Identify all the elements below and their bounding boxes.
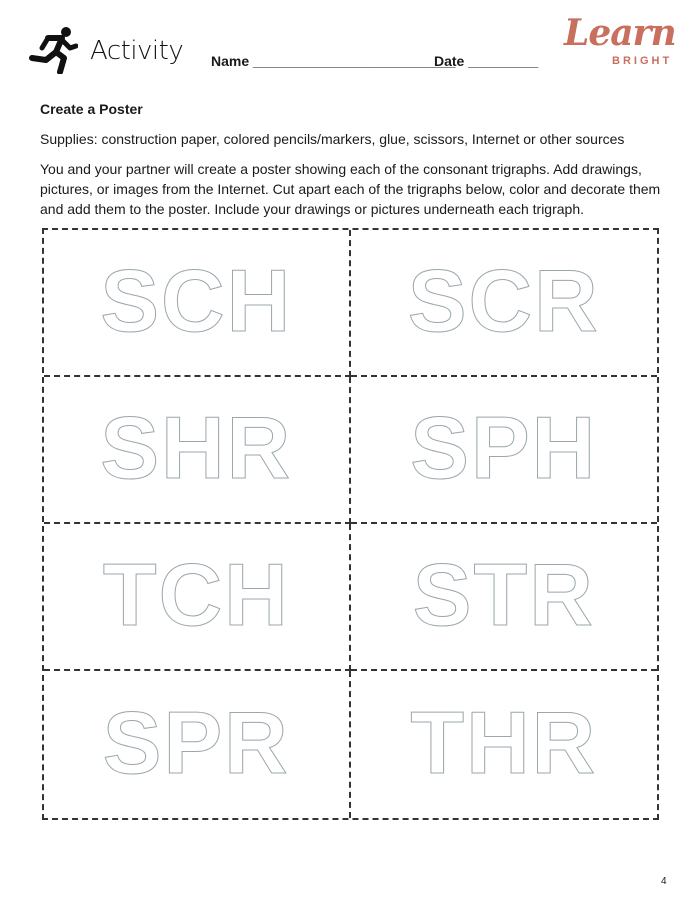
name-field: Name __________________________ xyxy=(211,53,456,69)
trigraph-label: SHR xyxy=(100,397,293,497)
date-field: Date _________ xyxy=(434,53,539,69)
trigraph-label: SCR xyxy=(407,250,600,350)
trigraph-label: STR xyxy=(412,544,595,644)
learn-bright-logo xyxy=(560,14,680,74)
logo-wordmark: Learn xyxy=(564,12,676,54)
trigraph-card xyxy=(44,524,351,671)
trigraph-label: TCH xyxy=(102,544,290,644)
trigraph-card xyxy=(44,230,351,377)
logo-subtext: BRIGHT xyxy=(612,55,673,67)
instructions-text: You and your partner will create a poster showing each of the consonant trigraphs. Add drawings, pictures, or images from the Internet. Cut apart each of the trigraphs below, color and decorate them and add them to the poster. Include your drawings or pictures underneath each trigraph. xyxy=(40,161,661,217)
running-person-icon xyxy=(26,26,78,74)
trigraph-label: SPR xyxy=(102,692,290,792)
trigraph-label: SCH xyxy=(100,250,293,350)
trigraph-card xyxy=(351,671,658,818)
page-number: 4 xyxy=(661,876,667,887)
worksheet-header xyxy=(0,0,700,90)
trigraph-card xyxy=(351,230,658,377)
trigraph-card xyxy=(351,377,658,524)
trigraph-card xyxy=(44,377,351,524)
trigraph-cutout-grid xyxy=(42,228,659,820)
trigraph-card xyxy=(44,671,351,818)
section-title: Create a Poster xyxy=(40,101,143,117)
trigraph-label: THR xyxy=(410,692,598,792)
activity-title: Activity xyxy=(90,36,184,66)
trigraph-label: SPH xyxy=(410,397,598,497)
supplies-text: Supplies: construction paper, colored pencils/markers, glue, scissors, Internet or other sources xyxy=(40,131,625,147)
trigraph-card xyxy=(351,524,658,671)
